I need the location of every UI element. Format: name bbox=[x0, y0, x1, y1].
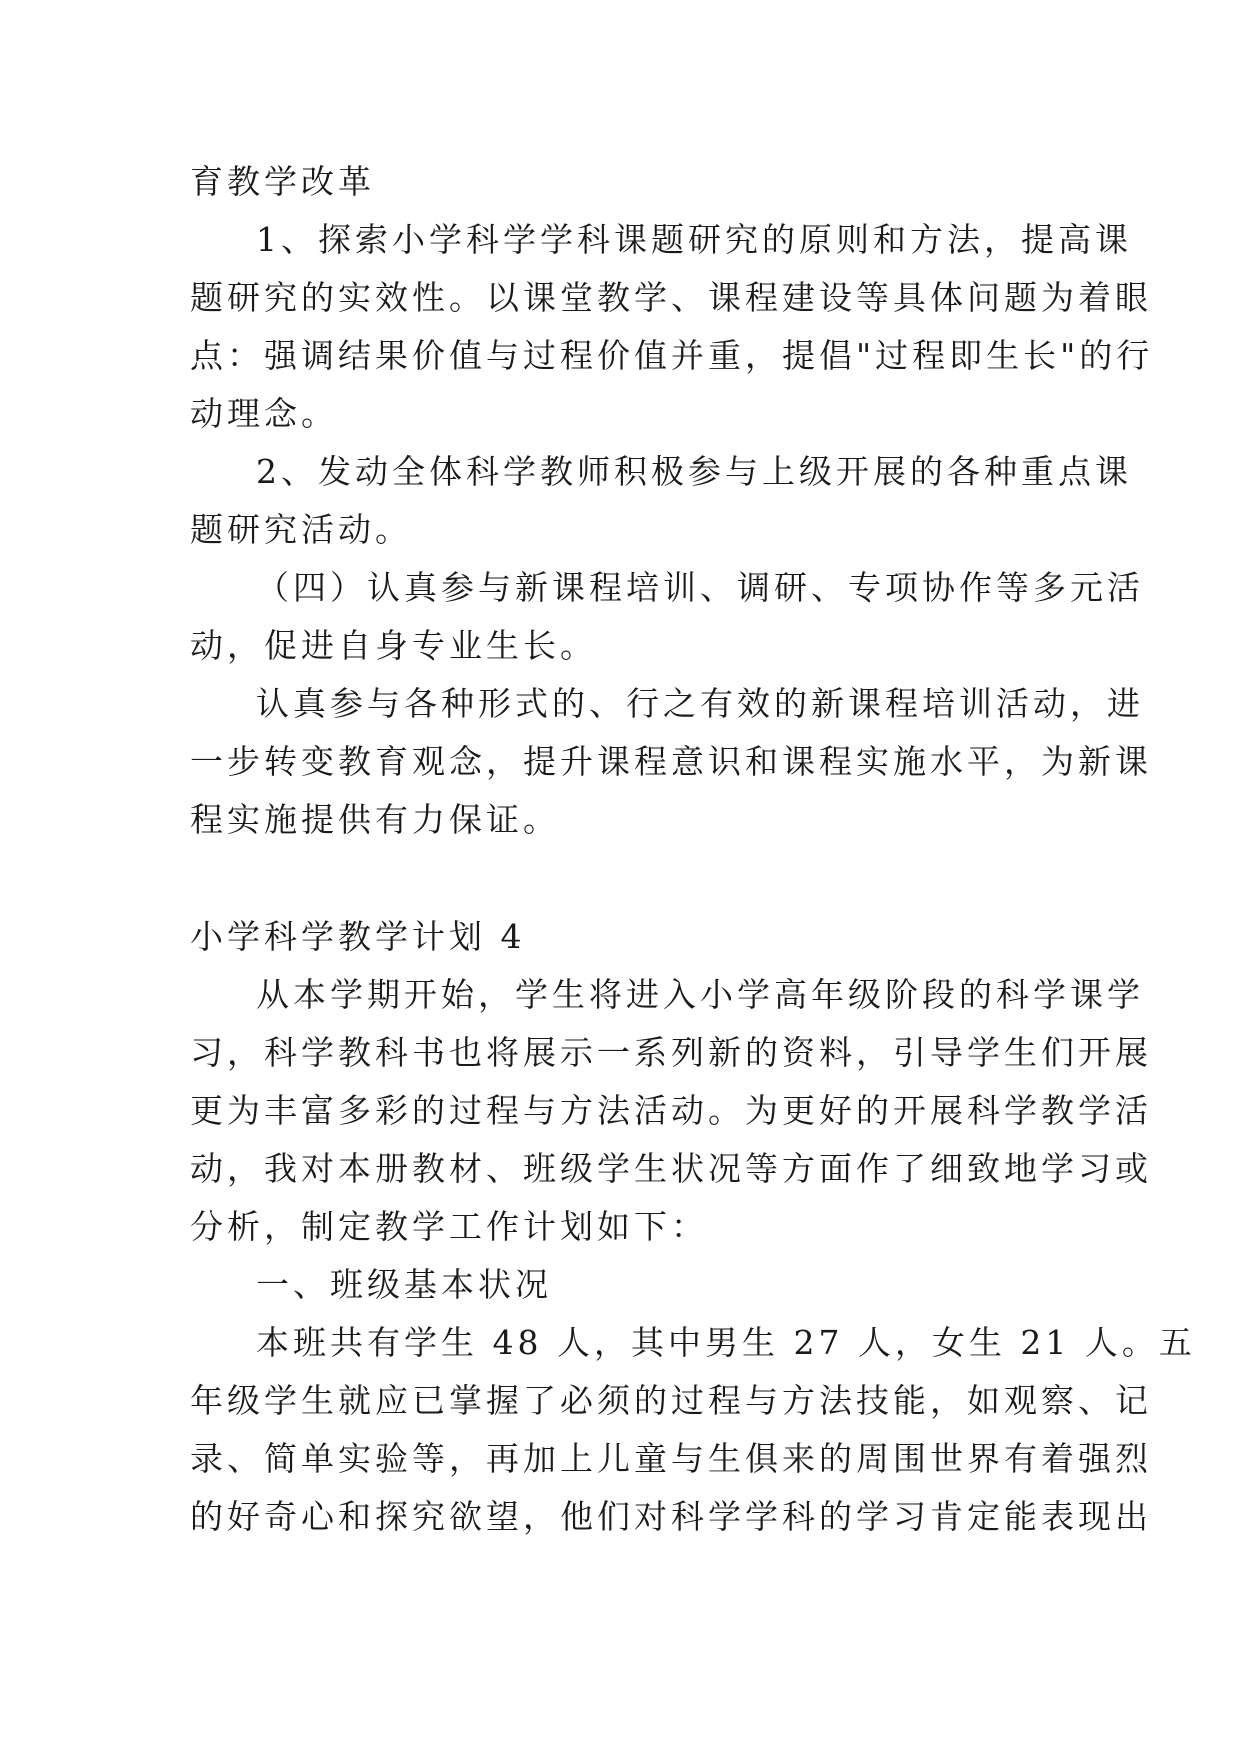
section-heading-line: （四）认真参与新课程培训、调研、专项协作等多元活 bbox=[256, 568, 1144, 607]
paragraph-line: 本班共有学生 48 人，其中男生 27 人，女生 21 人。五 bbox=[256, 1323, 1196, 1362]
paragraph-line: 动，我对本册教材、班级学生状况等方面作了细致地学习或 bbox=[190, 1149, 1152, 1188]
paragraph-line: 动理念。 bbox=[190, 394, 338, 433]
paragraph-line: 一步转变教育观念，提升课程意识和课程实施水平，为新课 bbox=[190, 742, 1152, 781]
paragraph-line: 分析，制定教学工作计划如下： bbox=[190, 1207, 708, 1246]
paragraph-line: 2、发动全体科学教师积极参与上级开展的各种重点课 bbox=[256, 452, 1132, 491]
paragraph-line: 从本学期开始，学生将进入小学高年级阶段的科学课学 bbox=[256, 975, 1144, 1014]
paragraph-line: 录、简单实验等，再加上儿童与生俱来的周围世界有着强烈 bbox=[190, 1439, 1152, 1478]
paragraph-line: 年级学生就应已掌握了必须的过程与方法技能，如观察、记 bbox=[190, 1381, 1152, 1420]
paragraph-line: 育教学改革 bbox=[190, 162, 375, 201]
paragraph-line: 题研究的实效性。以课堂教学、课程建设等具体问题为着眼 bbox=[190, 278, 1152, 317]
paragraph-line: 更为丰富多彩的过程与方法活动。为更好的开展科学教学活 bbox=[190, 1091, 1152, 1130]
paragraph-line: 习，科学教科书也将展示一系列新的资料，引导学生们开展 bbox=[190, 1033, 1152, 1072]
document-title: 小学科学教学计划 4 bbox=[190, 917, 526, 956]
section-heading-line: 一、班级基本状况 bbox=[256, 1265, 552, 1304]
paragraph-line: 动，促进自身专业生长。 bbox=[190, 626, 597, 665]
paragraph-line: 点：强调结果价值与过程价值并重，提倡"过程即生长"的行 bbox=[190, 336, 1154, 375]
paragraph-line: 程实施提供有力保证。 bbox=[190, 800, 560, 839]
paragraph-line: 的好奇心和探究欲望，他们对科学学科的学习肯定能表现出 bbox=[190, 1497, 1152, 1536]
paragraph-line: 1、探索小学科学学科课题研究的原则和方法，提高课 bbox=[256, 220, 1132, 259]
paragraph-line: 认真参与各种形式的、行之有效的新课程培训活动，进 bbox=[256, 684, 1144, 723]
paragraph-line: 题研究活动。 bbox=[190, 510, 412, 549]
